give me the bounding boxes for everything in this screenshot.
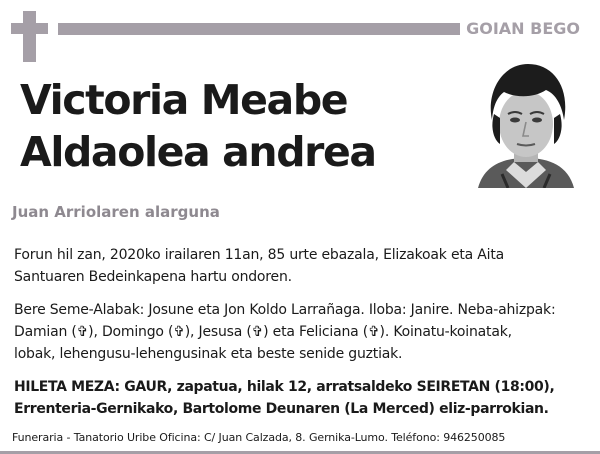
funeral-home-footer: Funeraria - Tanatorio Uribe Oficina: C/ Juan Calzada, 8. Gernika-Lumo. Teléfono: 946250085 — [12, 431, 506, 444]
deceased-name — [20, 74, 376, 178]
funeral-mass-line-2: Errenteria-Gernikako, Bartolome Deunaren (La Merced) eliz-parrokian. — [14, 401, 549, 417]
funeral-mass-paragraph — [14, 376, 600, 420]
funeral-mass-line-1: HILETA MEZA: GAUR, zapatua, hilak 12, arratsaldeko SEIRETAN (18:00), — [14, 379, 555, 395]
header-rule — [58, 23, 460, 35]
death-notice-line-2: Santuaren Bedeinkapena hartu ondoren. — [14, 269, 292, 285]
relatives-line-2: Damian (✞), Domingo (✞), Jesusa (✞) eta Feliciana (✞). Koinatu-koinatak, — [14, 324, 512, 340]
cross-icon-horizontal-bar — [11, 23, 48, 34]
death-notice-line-1: Forun hil zan, 2020ko irailaren 11an, 85 urte ebazala, Elizakoak eta Aita — [14, 247, 505, 263]
widow-of-subtitle: Juan Arriolaren alarguna — [12, 203, 220, 221]
relatives-paragraph — [14, 299, 600, 365]
deceased-name-line-2: Aldaolea andrea — [20, 128, 376, 176]
relatives-line-3: lobak, lehengusu-lehengusinak eta beste senide guztiak. — [14, 346, 403, 362]
cross-icon-vertical-bar — [23, 11, 36, 62]
header-label: GOIAN BEGO — [466, 19, 580, 38]
death-notice-paragraph — [14, 244, 600, 288]
relatives-line-1: Bere Seme-Alabak: Josune eta Jon Koldo Larrañaga. Iloba: Janire. Neba-ahizpak: — [14, 302, 556, 318]
portrait-illustration — [472, 58, 580, 188]
deceased-name-line-1: Victoria Meabe — [20, 76, 348, 124]
portrait-photo — [472, 58, 580, 188]
